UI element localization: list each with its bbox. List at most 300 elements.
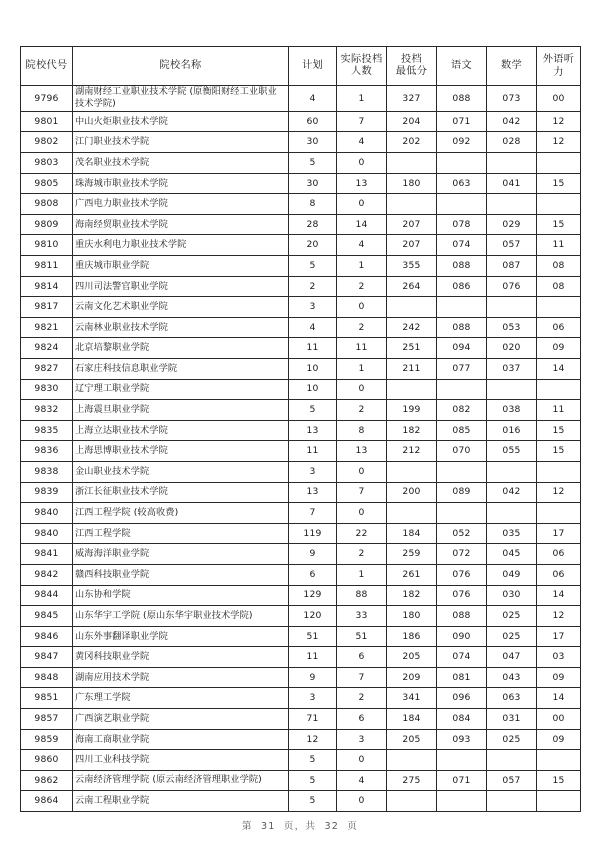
table-row — [21, 647, 581, 668]
cell-min-score: 355 — [387, 256, 437, 277]
cell-plan: 129 — [289, 585, 337, 606]
cell-actual-count: 0 — [337, 153, 387, 174]
table-row — [21, 482, 581, 503]
cell-code: 9811 — [21, 256, 73, 277]
cell-plan: 13 — [289, 420, 337, 441]
cell-english: 15 — [537, 420, 581, 441]
cell-english: 06 — [537, 564, 581, 585]
cell-chinese: 071 — [437, 770, 487, 791]
cell-institution-name: 赣西科技职业学院 — [73, 564, 289, 585]
cell-plan: 5 — [289, 770, 337, 791]
table-row — [21, 585, 581, 606]
cell-math — [487, 379, 537, 400]
cell-code: 9810 — [21, 235, 73, 256]
table-row — [21, 564, 581, 585]
cell-actual-count: 2 — [337, 544, 387, 565]
table-row — [21, 523, 581, 544]
cell-english: 08 — [537, 256, 581, 277]
cell-math — [487, 297, 537, 318]
cell-min-score: 212 — [387, 441, 437, 462]
cell-math — [487, 461, 537, 482]
cell-english: 17 — [537, 523, 581, 544]
cell-institution-name: 山东华宇工学院 (原山东华宇职业技术学院) — [73, 606, 289, 627]
cell-institution-name: 江西工程学院 — [73, 523, 289, 544]
table-row — [21, 194, 581, 215]
cell-chinese: 088 — [437, 606, 487, 627]
cell-chinese: 088 — [437, 317, 487, 338]
column-header-min-score — [387, 47, 437, 86]
cell-chinese — [437, 153, 487, 174]
cell-math: 042 — [487, 111, 537, 132]
cell-actual-count: 0 — [337, 791, 387, 812]
cell-min-score: 199 — [387, 400, 437, 421]
cell-math — [487, 750, 537, 771]
cell-code: 9841 — [21, 544, 73, 565]
cell-institution-name: 威海海洋职业学院 — [73, 544, 289, 565]
cell-min-score: 186 — [387, 626, 437, 647]
cell-institution-name: 中山火炬职业技术学院 — [73, 111, 289, 132]
cell-english: 11 — [537, 400, 581, 421]
cell-plan: 11 — [289, 647, 337, 668]
cell-plan: 9 — [289, 667, 337, 688]
cell-chinese: 081 — [437, 667, 487, 688]
cell-english: 06 — [537, 544, 581, 565]
cell-plan: 20 — [289, 235, 337, 256]
cell-min-score — [387, 194, 437, 215]
table-row — [21, 667, 581, 688]
cell-institution-name: 上海震旦职业学院 — [73, 400, 289, 421]
cell-actual-count: 33 — [337, 606, 387, 627]
cell-math: 025 — [487, 626, 537, 647]
table-row — [21, 153, 581, 174]
cell-chinese: 090 — [437, 626, 487, 647]
cell-actual-count: 0 — [337, 461, 387, 482]
cell-chinese: 086 — [437, 276, 487, 297]
table-header — [21, 47, 581, 86]
cell-code: 9844 — [21, 585, 73, 606]
cell-english: 12 — [537, 606, 581, 627]
cell-plan: 6 — [289, 564, 337, 585]
cell-actual-count: 1 — [337, 86, 387, 112]
cell-code: 9851 — [21, 688, 73, 709]
cell-actual-count: 4 — [337, 235, 387, 256]
cell-plan: 3 — [289, 461, 337, 482]
cell-institution-name: 四川司法警官职业学院 — [73, 276, 289, 297]
cell-actual-count: 4 — [337, 132, 387, 153]
cell-code: 9817 — [21, 297, 73, 318]
cell-min-score: 327 — [387, 86, 437, 112]
cell-math: 049 — [487, 564, 537, 585]
cell-min-score: 207 — [387, 214, 437, 235]
cell-english: 09 — [537, 667, 581, 688]
cell-min-score: 202 — [387, 132, 437, 153]
cell-min-score: 182 — [387, 585, 437, 606]
cell-min-score — [387, 461, 437, 482]
cell-code: 9862 — [21, 770, 73, 791]
cell-math: 016 — [487, 420, 537, 441]
admission-score-table — [20, 46, 581, 812]
cell-plan: 11 — [289, 441, 337, 462]
footer-suffix: 页 — [347, 821, 359, 832]
cell-plan: 8 — [289, 194, 337, 215]
cell-plan: 5 — [289, 791, 337, 812]
cell-math: 025 — [487, 729, 537, 750]
cell-code: 9864 — [21, 791, 73, 812]
cell-code: 9830 — [21, 379, 73, 400]
cell-actual-count: 0 — [337, 750, 387, 771]
cell-institution-name: 广西演艺职业学院 — [73, 709, 289, 730]
cell-min-score: 205 — [387, 647, 437, 668]
cell-english — [537, 153, 581, 174]
table-row — [21, 358, 581, 379]
table-row — [21, 709, 581, 730]
cell-min-score: 207 — [387, 235, 437, 256]
cell-min-score: 242 — [387, 317, 437, 338]
table-row — [21, 791, 581, 812]
cell-institution-name: 云南林业职业技术学院 — [73, 317, 289, 338]
header-row — [21, 47, 581, 86]
cell-institution-name: 四川工业科技学院 — [73, 750, 289, 771]
cell-institution-name: 金山职业技术学院 — [73, 461, 289, 482]
cell-english: 12 — [537, 132, 581, 153]
cell-math: 047 — [487, 647, 537, 668]
cell-actual-count: 1 — [337, 256, 387, 277]
table-row — [21, 256, 581, 277]
cell-actual-count: 2 — [337, 400, 387, 421]
cell-math: 076 — [487, 276, 537, 297]
cell-institution-name: 海南经贸职业技术学院 — [73, 214, 289, 235]
cell-math: 055 — [487, 441, 537, 462]
cell-min-score: 259 — [387, 544, 437, 565]
cell-chinese: 070 — [437, 441, 487, 462]
cell-chinese: 088 — [437, 256, 487, 277]
footer-total-pages: 32 — [324, 821, 340, 832]
cell-code: 9827 — [21, 358, 73, 379]
cell-actual-count: 0 — [337, 503, 387, 524]
cell-min-score: 261 — [387, 564, 437, 585]
cell-plan: 30 — [289, 132, 337, 153]
cell-min-score: 205 — [387, 729, 437, 750]
cell-actual-count: 1 — [337, 564, 387, 585]
column-header-code — [21, 47, 73, 86]
cell-code: 9836 — [21, 441, 73, 462]
cell-english: 15 — [537, 214, 581, 235]
footer-page-number: 31 — [260, 821, 276, 832]
cell-math: 042 — [487, 482, 537, 503]
cell-math: 037 — [487, 358, 537, 379]
cell-institution-name: 重庆水利电力职业技术学院 — [73, 235, 289, 256]
cell-actual-count: 6 — [337, 647, 387, 668]
cell-institution-name: 广东理工学院 — [73, 688, 289, 709]
cell-chinese: 082 — [437, 400, 487, 421]
cell-english: 09 — [537, 729, 581, 750]
table-body — [21, 86, 581, 812]
cell-code: 9802 — [21, 132, 73, 153]
cell-chinese — [437, 461, 487, 482]
cell-math: 057 — [487, 770, 537, 791]
cell-chinese: 092 — [437, 132, 487, 153]
cell-min-score: 211 — [387, 358, 437, 379]
cell-plan: 5 — [289, 750, 337, 771]
table-row — [21, 750, 581, 771]
cell-english: 09 — [537, 338, 581, 359]
cell-plan: 10 — [289, 379, 337, 400]
cell-actual-count: 0 — [337, 297, 387, 318]
cell-code: 9796 — [21, 86, 73, 112]
cell-english: 14 — [537, 688, 581, 709]
cell-english: 12 — [537, 482, 581, 503]
column-header-chinese — [437, 47, 487, 86]
cell-code: 9835 — [21, 420, 73, 441]
cell-institution-name: 上海立达职业技术学院 — [73, 420, 289, 441]
cell-chinese: 074 — [437, 235, 487, 256]
cell-actual-count: 2 — [337, 317, 387, 338]
column-header-actual — [337, 47, 387, 86]
table-row — [21, 379, 581, 400]
table-row — [21, 214, 581, 235]
cell-chinese: 071 — [437, 111, 487, 132]
table-row — [21, 338, 581, 359]
cell-min-score: 182 — [387, 420, 437, 441]
cell-actual-count: 88 — [337, 585, 387, 606]
cell-english: 14 — [537, 585, 581, 606]
cell-code: 9846 — [21, 626, 73, 647]
column-header-name — [73, 47, 289, 86]
cell-english: 06 — [537, 317, 581, 338]
cell-math: 025 — [487, 606, 537, 627]
cell-math: 053 — [487, 317, 537, 338]
cell-code: 9808 — [21, 194, 73, 215]
cell-english — [537, 791, 581, 812]
cell-math: 030 — [487, 585, 537, 606]
cell-institution-name: 浙江长征职业技术学院 — [73, 482, 289, 503]
cell-math: 045 — [487, 544, 537, 565]
cell-min-score: 180 — [387, 173, 437, 194]
cell-math: 087 — [487, 256, 537, 277]
cell-plan: 30 — [289, 173, 337, 194]
cell-plan: 71 — [289, 709, 337, 730]
column-header-plan-label: 计划 — [302, 60, 323, 72]
cell-actual-count: 3 — [337, 729, 387, 750]
cell-institution-name: 辽宁理工职业学院 — [73, 379, 289, 400]
cell-institution-name: 云南文化艺术职业学院 — [73, 297, 289, 318]
cell-min-score — [387, 153, 437, 174]
cell-math — [487, 503, 537, 524]
cell-actual-count: 2 — [337, 276, 387, 297]
cell-english: 14 — [537, 358, 581, 379]
cell-code: 9809 — [21, 214, 73, 235]
column-header-chinese-label: 语文 — [451, 60, 472, 72]
cell-chinese: 078 — [437, 214, 487, 235]
column-header-code-label: 院校代号 — [25, 60, 68, 72]
cell-institution-name: 山东协和学院 — [73, 585, 289, 606]
cell-chinese: 088 — [437, 86, 487, 112]
cell-chinese: 085 — [437, 420, 487, 441]
cell-chinese — [437, 791, 487, 812]
table-row — [21, 729, 581, 750]
table-row — [21, 132, 581, 153]
cell-code: 9840 — [21, 523, 73, 544]
cell-institution-name: 海南工商职业学院 — [73, 729, 289, 750]
cell-code: 9832 — [21, 400, 73, 421]
cell-code: 9821 — [21, 317, 73, 338]
cell-english: 00 — [537, 709, 581, 730]
cell-plan: 2 — [289, 276, 337, 297]
cell-min-score: 264 — [387, 276, 437, 297]
cell-actual-count: 22 — [337, 523, 387, 544]
table-row — [21, 420, 581, 441]
cell-math: 038 — [487, 400, 537, 421]
cell-min-score: 341 — [387, 688, 437, 709]
cell-institution-name: 云南经济管理学院 (原云南经济管理职业学院) — [73, 770, 289, 791]
column-header-english-label: 外语听力 — [542, 53, 575, 78]
column-header-math-label: 数学 — [501, 60, 522, 72]
cell-english: 00 — [537, 86, 581, 112]
cell-min-score — [387, 791, 437, 812]
cell-chinese: 093 — [437, 729, 487, 750]
cell-english — [537, 503, 581, 524]
cell-english — [537, 461, 581, 482]
cell-code: 9801 — [21, 111, 73, 132]
cell-min-score: 251 — [387, 338, 437, 359]
cell-math: 043 — [487, 667, 537, 688]
table-row — [21, 441, 581, 462]
cell-code: 9857 — [21, 709, 73, 730]
cell-actual-count: 7 — [337, 667, 387, 688]
cell-chinese: 076 — [437, 585, 487, 606]
cell-chinese: 077 — [437, 358, 487, 379]
cell-code: 9848 — [21, 667, 73, 688]
cell-actual-count: 7 — [337, 111, 387, 132]
table-row — [21, 317, 581, 338]
cell-plan: 4 — [289, 317, 337, 338]
cell-chinese: 094 — [437, 338, 487, 359]
table-row — [21, 400, 581, 421]
cell-math — [487, 153, 537, 174]
cell-math: 031 — [487, 709, 537, 730]
cell-min-score: 180 — [387, 606, 437, 627]
cell-actual-count: 13 — [337, 173, 387, 194]
cell-institution-name: 湖南应用技术学院 — [73, 667, 289, 688]
cell-english: 15 — [537, 770, 581, 791]
cell-min-score: 184 — [387, 523, 437, 544]
cell-english — [537, 379, 581, 400]
cell-chinese: 072 — [437, 544, 487, 565]
cell-code: 9847 — [21, 647, 73, 668]
cell-english: 08 — [537, 276, 581, 297]
cell-math: 029 — [487, 214, 537, 235]
cell-chinese: 074 — [437, 647, 487, 668]
column-header-min-score-label-2: 最低分 — [395, 66, 428, 77]
footer-prefix: 第 — [241, 821, 253, 832]
cell-plan: 5 — [289, 153, 337, 174]
cell-plan: 12 — [289, 729, 337, 750]
cell-math — [487, 791, 537, 812]
cell-english: 03 — [537, 647, 581, 668]
column-header-actual-label-2: 人数 — [351, 66, 372, 77]
cell-code: 9840 — [21, 503, 73, 524]
cell-chinese: 084 — [437, 709, 487, 730]
cell-plan: 7 — [289, 503, 337, 524]
cell-english: 17 — [537, 626, 581, 647]
table-row — [21, 276, 581, 297]
column-header-min-score-label-1: 投档 — [401, 53, 422, 65]
table-row — [21, 297, 581, 318]
cell-chinese: 063 — [437, 173, 487, 194]
column-header-english — [537, 47, 581, 86]
cell-actual-count: 0 — [337, 379, 387, 400]
cell-actual-count: 7 — [337, 482, 387, 503]
cell-plan: 11 — [289, 338, 337, 359]
table-row — [21, 688, 581, 709]
cell-plan: 9 — [289, 544, 337, 565]
cell-english — [537, 750, 581, 771]
cell-english: 12 — [537, 111, 581, 132]
cell-actual-count: 14 — [337, 214, 387, 235]
cell-math: 028 — [487, 132, 537, 153]
table-row — [21, 235, 581, 256]
cell-code: 9839 — [21, 482, 73, 503]
cell-code: 9838 — [21, 461, 73, 482]
cell-min-score: 209 — [387, 667, 437, 688]
cell-institution-name: 石家庄科技信息职业学院 — [73, 358, 289, 379]
cell-min-score — [387, 297, 437, 318]
cell-min-score — [387, 379, 437, 400]
cell-min-score — [387, 750, 437, 771]
cell-actual-count: 6 — [337, 709, 387, 730]
footer-middle: 页，共 — [283, 821, 317, 832]
cell-plan: 10 — [289, 358, 337, 379]
cell-english: 15 — [537, 441, 581, 462]
column-header-actual-label-1: 实际投档 — [340, 53, 383, 65]
cell-code: 9860 — [21, 750, 73, 771]
cell-chinese — [437, 379, 487, 400]
cell-actual-count: 8 — [337, 420, 387, 441]
cell-institution-name: 广西电力职业技术学院 — [73, 194, 289, 215]
cell-institution-name: 湖南财经工业职业技术学院 (原衡阳财经工业职业技术学院) — [73, 86, 289, 112]
cell-institution-name: 重庆城市职业学院 — [73, 256, 289, 277]
table-row — [21, 626, 581, 647]
cell-chinese: 096 — [437, 688, 487, 709]
column-header-plan — [289, 47, 337, 86]
cell-math: 063 — [487, 688, 537, 709]
cell-chinese: 076 — [437, 564, 487, 585]
cell-institution-name: 江西工程学院 (较高收费) — [73, 503, 289, 524]
cell-chinese: 052 — [437, 523, 487, 544]
cell-min-score: 275 — [387, 770, 437, 791]
cell-math — [487, 194, 537, 215]
cell-actual-count: 13 — [337, 441, 387, 462]
cell-english — [537, 297, 581, 318]
column-header-name-label: 院校名称 — [159, 60, 202, 72]
table-row — [21, 606, 581, 627]
cell-institution-name: 茂名职业技术学院 — [73, 153, 289, 174]
cell-plan: 120 — [289, 606, 337, 627]
cell-institution-name: 珠海城市职业技术学院 — [73, 173, 289, 194]
cell-chinese — [437, 503, 487, 524]
cell-math: 041 — [487, 173, 537, 194]
cell-plan: 3 — [289, 688, 337, 709]
column-header-math — [487, 47, 537, 86]
cell-plan: 5 — [289, 400, 337, 421]
cell-plan: 28 — [289, 214, 337, 235]
table-row — [21, 770, 581, 791]
cell-chinese: 089 — [437, 482, 487, 503]
cell-actual-count: 1 — [337, 358, 387, 379]
table-row — [21, 111, 581, 132]
cell-math: 073 — [487, 86, 537, 112]
cell-plan: 5 — [289, 256, 337, 277]
